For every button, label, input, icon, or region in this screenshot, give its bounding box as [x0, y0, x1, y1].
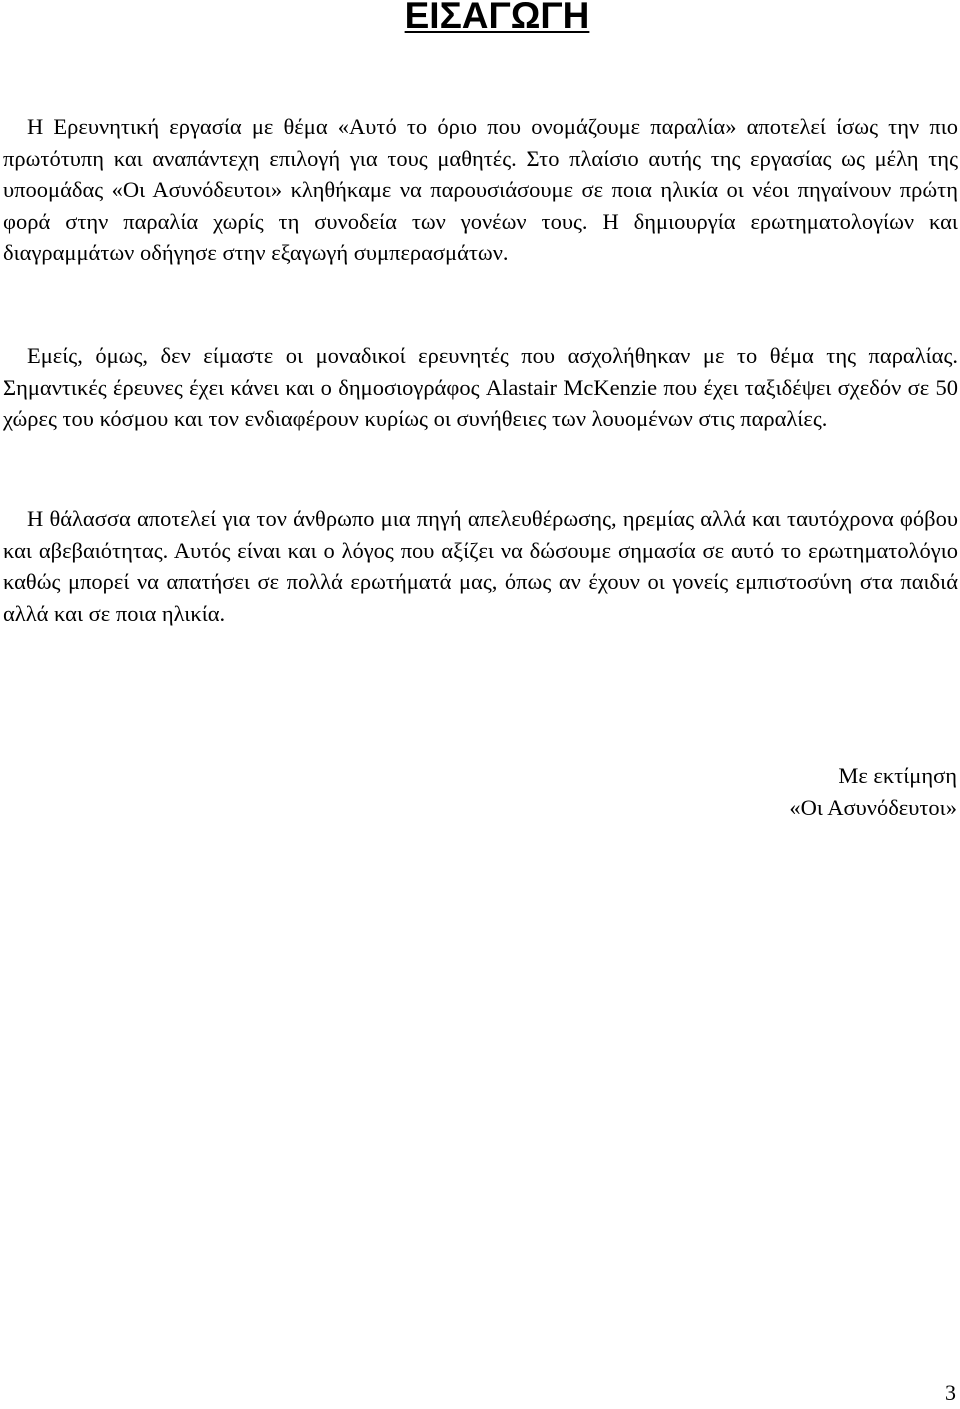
page-number: 3 [945, 1380, 956, 1405]
signature-block [789, 760, 957, 823]
paragraph-sea: Η θάλασσα αποτελεί για τον άνθρωπο μια πηγή απελευθέρωσης, ηρεμίας αλλά και ταυτόχρονα φόβου και αβεβαιότητας. Αυτός είναι και ο λόγος που αξίζει να δώσουμε σημασία σε αυτό το ερωτηματολόγιο καθώς μπορεί να απατήσει σε πολλά ερωτήματά μας, όπως αν έχουν οι γονείς εμπιστοσύνη στα παιδιά αλλά και σε ποια ηλικία. [3, 506, 958, 626]
signature-closing: Με εκτίμηση [838, 763, 957, 788]
paragraph-researchers: Εμείς, όμως, δεν είμαστε οι μοναδικοί ερευνητές που ασχολήθηκαν με το θέμα της παραλίας. Σημαντικές έρευνες έχει κάνει και ο δημοσιογράφος Alastair McKenzie που έχει ταξιδέψει σχεδόν σε 50 χώρες του κόσμου και τον ενδιαφέρουν κυρίως οι συνήθειες των λουομένων στις παραλίες. [3, 343, 958, 432]
signature-group-name: «Οι Ασυνόδευτοι» [789, 794, 957, 820]
paragraph-intro: Η Ερευνητική εργασία με θέμα «Αυτό το όριο που ονομάζουμε παραλία» αποτελεί ίσως την πιο πρωτότυπη και αναπάντεχη επιλογή για τους μαθητές. Στο πλαίσιο αυτής της εργασίας ως μέλη της υποομάδας «Οι Ασυνόδευτοι» κληθήκαμε να παρουσιάσουμε σε ποια ηλικία οι νέοι πηγαίνουν πρώτη φορά στην παραλία χωρίς τη συνοδεία των γονέων τους. Η δημιουργία ερωτηματολογίων και διαγραμμάτων οδήγησε στην εξαγωγή συμπερασμάτων. [3, 114, 958, 266]
page-title: ΕΙΣΑΓΩΓΗ [404, 0, 590, 36]
